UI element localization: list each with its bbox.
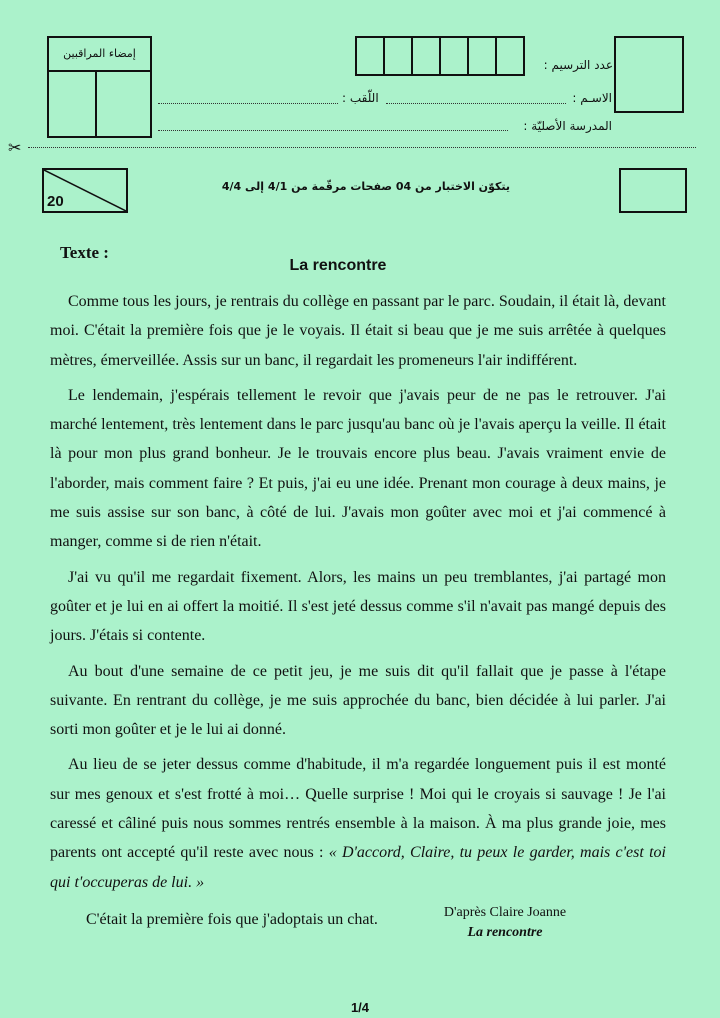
- text-title: La rencontre: [289, 257, 387, 274]
- code-box: [619, 168, 687, 213]
- section-label: Texte :: [60, 243, 109, 262]
- school-label: المدرسة الأصليّة :: [523, 119, 612, 133]
- supervisors-signature-box: [47, 36, 152, 138]
- score-box: [42, 168, 128, 213]
- paragraph: [50, 750, 666, 896]
- scissors-icon: ✂: [8, 140, 22, 157]
- source-work: La rencontre: [467, 925, 543, 940]
- paragraph: Comme tous les jours, je rentrais du collège en passant par le parc. Soudain, il était là, devant moi. C'était la première fois que je le voyais. Il était si beau que je me suis arrêtée à quelques mètres, émerveillée. Assis sur un banc, il regardait les promeneurs l'air indifférent.: [50, 293, 666, 369]
- reading-text: [50, 287, 666, 940]
- registration-number-cells[interactable]: [355, 36, 525, 76]
- first-name-label: الاسـم :: [572, 91, 612, 105]
- last-name-label: اللّقب :: [342, 91, 379, 105]
- barcode-box: [614, 36, 684, 113]
- page-number: 1/4: [350, 1000, 370, 1015]
- last-name-field[interactable]: [158, 103, 338, 104]
- paragraph: Le lendemain, j'espérais tellement le revoir que j'avais peur de ne pas le retrouver. J'ai marché lentement, très lentement dans le parc jusqu'au banc où je l'avais aperçu la veille. Il était là pour mon plus grand bonheur. Je le trouvais encore plus beau. J'avais vraiment envie de l'aborder, mais comment faire ? Et puis, j'ai eu une idée. Prenant mon courage à deux mains, je me suis assise sur son banc, à côté de lui. J'avais mon goûter avec moi et j'ai commencé à manger, comme si de rien n'était.: [50, 386, 666, 551]
- cut-line: [28, 147, 696, 148]
- paragraph: J'ai vu qu'il me regardait fixement. Alors, les mains un peu tremblantes, j'ai partagé mon goûter et je lui en ai offert la moitié. Il s'est jeté dessus comme s'il n'avait pas mangé depuis des jours. J'étais si contente.: [50, 568, 666, 645]
- paragraph: Au bout d'une semaine de ce petit jeu, je me suis dit qu'il fallait que je passe à l'étape suivante. En rentrant du collège, je me suis approchée du banc, bien décidée à lui parler. J'ai sorti mon goûter et je le lui ai donné.: [50, 662, 666, 739]
- source-author: D'après Claire Joanne: [443, 905, 567, 920]
- closing-line: C'était la première fois que j'adoptais un chat.: [86, 910, 378, 928]
- score-total: 20: [47, 193, 64, 210]
- pages-notice: يتكوّن الاختبار من 04 صفحات مرقّمة من 4/1 إلى 4/4: [221, 180, 510, 193]
- registration-number-label: عدد الترسيم :: [543, 58, 613, 72]
- source: [440, 903, 570, 943]
- quote: « D'accord, Claire, tu peux le garder, mais c'est toi qui t'occuperas de lui. »: [50, 844, 666, 891]
- first-name-field[interactable]: [386, 103, 566, 104]
- school-field[interactable]: [158, 130, 508, 131]
- supervisors-signature-label: إمضاء المراقبين: [63, 47, 136, 60]
- paragraph-text: Au lieu de se jeter dessus comme d'habitude, il m'a regardée longuement puis il est monté sur mes genoux et s'est frotté à moi… Quelle surprise ! Moi qui le croyais si sauvage ! Je l'ai caressé et câliné puis nous sommes rentrés ensemble à la maison. À ma plus grande joie, mes parents ont accepté qu'il reste avec nous :: [50, 756, 666, 862]
